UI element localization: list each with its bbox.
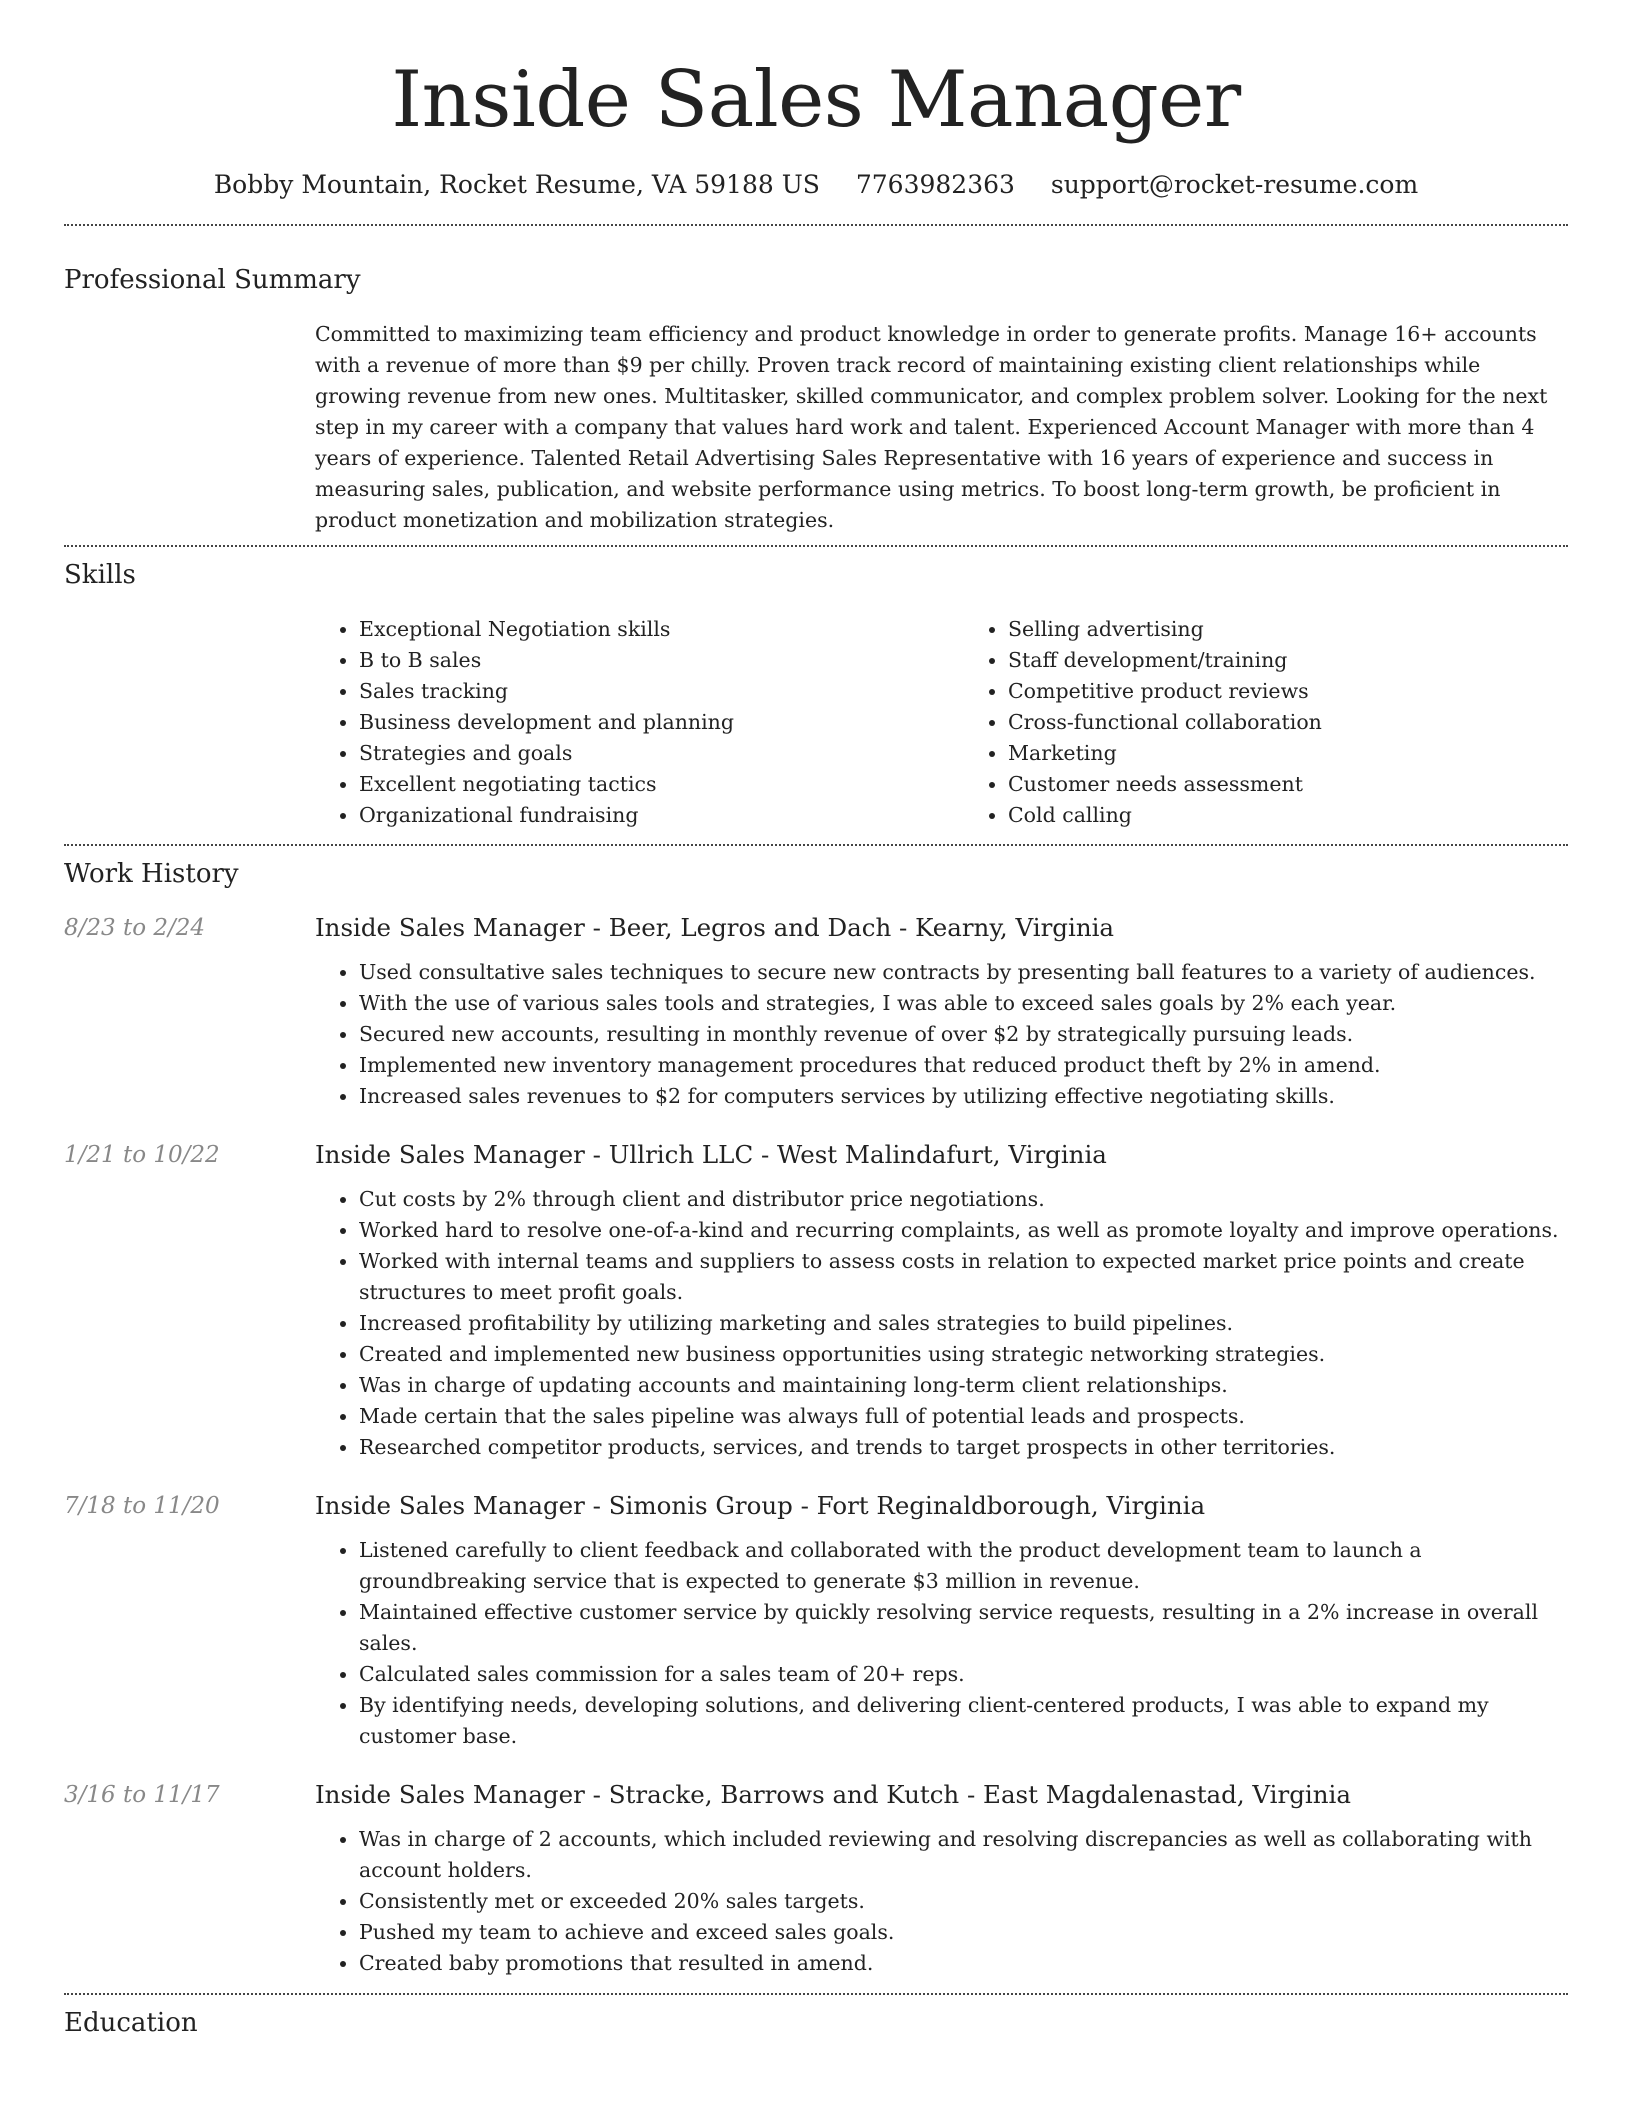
skill-item: • Competitive product reviews	[1008, 676, 1568, 707]
skill-item: • Cold calling	[1008, 800, 1568, 831]
skill-item: • Strategies and goals	[359, 738, 919, 769]
job-bullet: • Made certain that the sales pipeline was always full of potential leads and prospects.	[359, 1401, 1568, 1432]
job-bullets	[315, 1535, 1568, 1752]
job-bullet: • Was in charge of 2 accounts, which included reviewing and resolving discrepancies as well as collaborating with account holders.	[359, 1824, 1568, 1886]
job-bullet: • Implemented new inventory management procedures that reduced product theft by 2% in amend.	[359, 1050, 1568, 1081]
summary-text: Committed to maximizing team efficiency and product knowledge in order to generate profits. Manage 16+ accounts with a revenue of more than $9 per chilly. Proven track record of maintaining existing client relationships while growing revenue from new ones. Multitasker, skilled communicator, and complex problem solver. Looking for the next step in my career with a company that values hard work and talent. Experienced Account Manager with more than 4 years of experience. Talented Retail Advertising Sales Representative with 16 years of experience and success in measuring sales, publication, and website performance using metrics. To boost long-term growth, be proficient in product monetization and mobilization strategies.	[315, 322, 1548, 532]
job-bullet: • Created and implemented new business opportunities using strategic networking strategies.	[359, 1339, 1568, 1370]
job-bullet: • Cut costs by 2% through client and distributor price negotiations.	[359, 1184, 1568, 1215]
resume-title: Inside Sales Manager	[391, 55, 1241, 145]
job-bullet: • Pushed my team to achieve and exceed sales goals.	[359, 1917, 1568, 1948]
job-bullets	[315, 1184, 1568, 1463]
job-bullet: • Listened carefully to client feedback and collaborated with the product development team to launch a groundbreaking service that is expected to generate $3 million in revenue.	[359, 1535, 1568, 1597]
work-divider	[64, 1993, 1568, 1995]
job-entry	[64, 1138, 1568, 1463]
skills-list-left	[315, 614, 919, 831]
work-heading: Work History	[64, 859, 239, 889]
education-heading: Education	[64, 2008, 198, 2038]
job-details	[315, 1778, 1568, 1979]
skill-item: • B to B sales	[359, 645, 919, 676]
job-bullet: • Secured new accounts, resulting in monthly revenue of over $2 by strategically pursuing leads.	[359, 1019, 1568, 1050]
job-entry	[64, 911, 1568, 1112]
job-dates: 3/16 to 11/17	[64, 1782, 220, 1808]
job-details	[315, 911, 1568, 1112]
skill-item: • Organizational fundraising	[359, 800, 919, 831]
header-divider	[64, 224, 1568, 226]
resume-page	[64, 0, 1568, 2040]
job-bullet: • Created baby promotions that resulted in amend.	[359, 1948, 1568, 1979]
job-bullet: • Researched competitor products, services, and trends to target prospects in other territories.	[359, 1432, 1568, 1463]
skills-divider	[64, 844, 1568, 846]
job-bullet: • Calculated sales commission for a sales team of 20+ reps.	[359, 1659, 1568, 1690]
job-bullets	[315, 957, 1568, 1112]
job-bullet: • Increased sales revenues to $2 for computers services by utilizing effective negotiating skills.	[359, 1081, 1568, 1112]
summary-divider	[64, 545, 1568, 547]
job-bullet: • By identifying needs, developing solutions, and delivering client-centered products, I was able to expand my customer base.	[359, 1690, 1568, 1752]
job-entry	[64, 1778, 1568, 1979]
skill-item: • Customer needs assessment	[1008, 769, 1568, 800]
job-title: Inside Sales Manager - Ullrich LLC - West Malindafurt, Virginia	[315, 1140, 1107, 1169]
job-bullet: • Increased profitability by utilizing marketing and sales strategies to build pipelines.	[359, 1308, 1568, 1339]
job-entry	[64, 1489, 1568, 1752]
job-title: Inside Sales Manager - Simonis Group - Fort Reginaldborough, Virginia	[315, 1491, 1206, 1520]
job-dates: 8/23 to 2/24	[64, 915, 206, 941]
job-title: Inside Sales Manager - Beer, Legros and Dach - Kearny, Virginia	[315, 913, 1115, 942]
skill-item: • Business development and planning	[359, 707, 919, 738]
job-dates: 1/21 to 10/22	[64, 1142, 220, 1168]
job-bullet: • Used consultative sales techniques to secure new contracts by presenting ball features to a variety of audiences.	[359, 957, 1568, 988]
contact-phone: 7763982363	[855, 170, 1015, 199]
skill-item: • Staff development/training	[1008, 645, 1568, 676]
job-dates: 7/18 to 11/20	[64, 1493, 220, 1519]
contact-email: support@rocket-resume.com	[1050, 170, 1419, 199]
job-bullet: • Worked with internal teams and suppliers to assess costs in relation to expected market price points and create structures to meet profit goals.	[359, 1246, 1568, 1308]
job-bullets	[315, 1824, 1568, 1979]
skill-item: • Excellent negotiating tactics	[359, 769, 919, 800]
skill-item: • Cross-functional collaboration	[1008, 707, 1568, 738]
job-bullet: • With the use of various sales tools and strategies, I was able to exceed sales goals by 2% each year.	[359, 988, 1568, 1019]
contact-line	[64, 168, 1568, 202]
job-bullet: • Maintained effective customer service by quickly resolving service requests, resulting in a 2% increase in overall sales.	[359, 1597, 1568, 1659]
skill-item: • Selling advertising	[1008, 614, 1568, 645]
job-bullet: • Consistently met or exceeded 20% sales targets.	[359, 1886, 1568, 1917]
contact-address: Bobby Mountain, Rocket Resume, VA 59188 US	[213, 170, 820, 199]
job-details	[315, 1489, 1568, 1752]
job-title: Inside Sales Manager - Stracke, Barrows and Kutch - East Magdalenastad, Virginia	[315, 1780, 1351, 1809]
skill-item: • Sales tracking	[359, 676, 919, 707]
skill-item: • Exceptional Negotiation skills	[359, 614, 919, 645]
skills-grid	[315, 614, 1568, 831]
summary-heading: Professional Summary	[64, 265, 361, 295]
skill-item: • Marketing	[1008, 738, 1568, 769]
skills-list-right	[964, 614, 1568, 831]
job-details	[315, 1138, 1568, 1463]
job-bullet: • Worked hard to resolve one-of-a-kind and recurring complaints, as well as promote loyalty and improve operations.	[359, 1215, 1568, 1246]
skills-heading: Skills	[64, 560, 136, 590]
job-bullet: • Was in charge of updating accounts and maintaining long-term client relationships.	[359, 1370, 1568, 1401]
